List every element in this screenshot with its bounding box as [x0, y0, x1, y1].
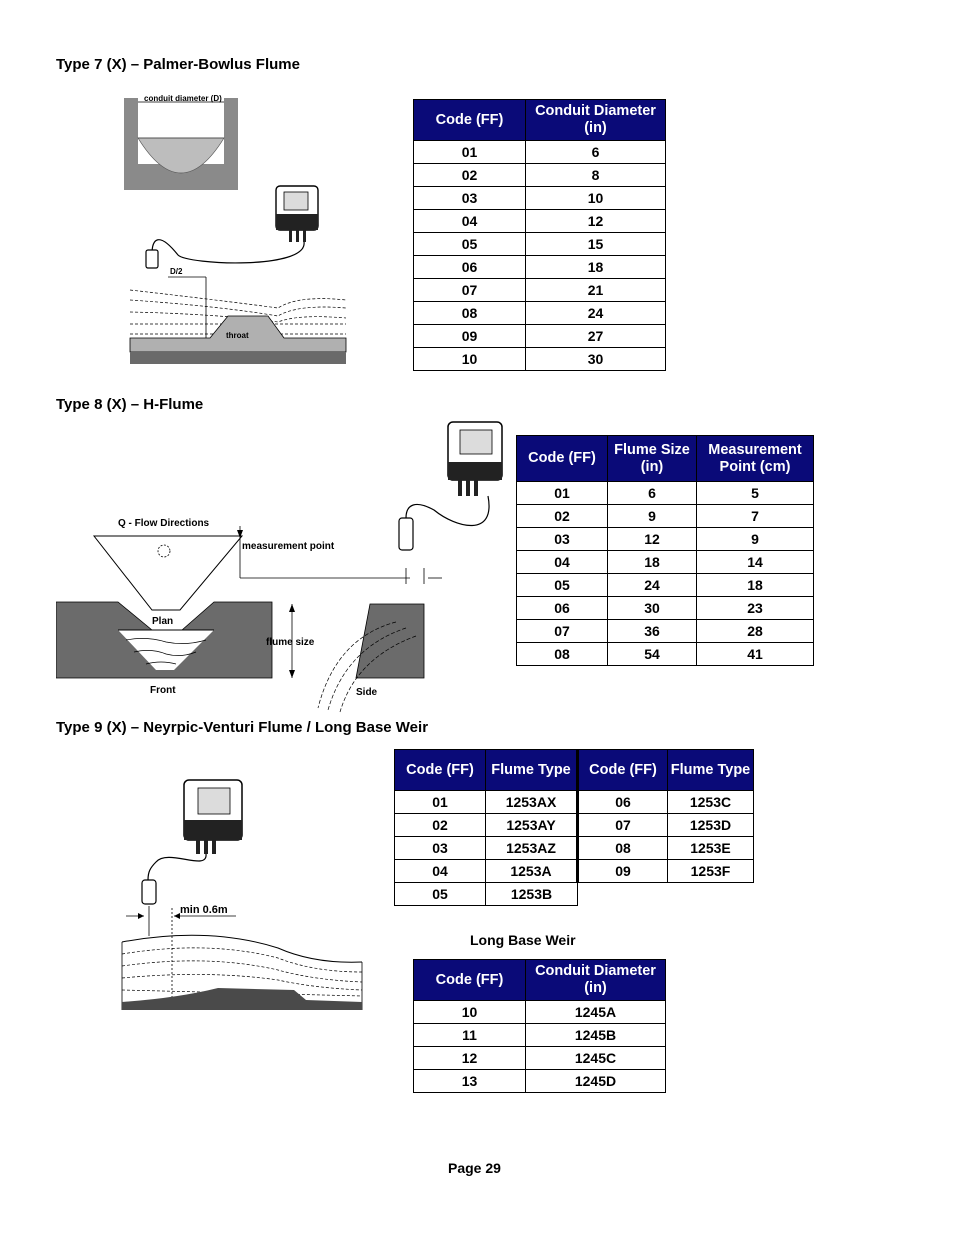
controller-device-icon [184, 780, 242, 854]
table-cell: 02 [414, 164, 526, 187]
table-row [414, 1047, 666, 1070]
table-row [414, 348, 666, 371]
table-cell: 06 [517, 597, 608, 620]
table-cell: 09 [414, 325, 526, 348]
header-flume-type-right: Flume Type [668, 750, 754, 791]
table-cell: 6 [608, 482, 697, 505]
type8-table [516, 435, 814, 666]
table-row [414, 302, 666, 325]
table-cell: 01 [517, 482, 608, 505]
table-row [414, 1001, 666, 1024]
throat-label: throat [226, 331, 249, 340]
palmer-bowlus-diagram [118, 90, 350, 368]
table-cell: 1253C [668, 791, 754, 814]
table-cell: 6 [526, 141, 666, 164]
weir-base-shape [122, 988, 362, 1010]
table-row [517, 574, 814, 597]
table-row [414, 1070, 666, 1093]
table-cell: 28 [697, 620, 814, 643]
table-row [517, 482, 814, 505]
table-cell: 23 [697, 597, 814, 620]
side-label: Side [356, 687, 378, 698]
front-label: Front [150, 685, 176, 696]
table-row [517, 643, 814, 666]
table-cell: 18 [526, 256, 666, 279]
table-cell: 02 [517, 505, 608, 528]
table-row [414, 187, 666, 210]
table-row [395, 814, 754, 837]
table-row [414, 1024, 666, 1047]
table-row [395, 837, 754, 860]
d2-label: D/2 [170, 267, 183, 276]
table-cell: 12 [526, 210, 666, 233]
table-cell [578, 883, 668, 906]
table-row [395, 791, 754, 814]
plan-label: Plan [152, 616, 174, 627]
table-row [395, 883, 754, 906]
table-row [395, 860, 754, 883]
ultrasonic-sensor-icon [146, 250, 158, 268]
type7-table [413, 99, 666, 371]
table-row [517, 551, 814, 574]
table-row [414, 164, 666, 187]
table-cell: 1253A [486, 860, 578, 883]
type9-table [394, 749, 754, 906]
table-cell: 1245D [526, 1070, 666, 1093]
type7-heading: Type 7 (X) – Palmer-Bowlus Flume [56, 56, 300, 73]
header-conduit-diameter: Conduit Diameter (in) [526, 960, 666, 1001]
h-flume-diagram [56, 418, 510, 714]
table-cell: 30 [526, 348, 666, 371]
ultrasonic-sensor-icon [399, 518, 413, 550]
long-base-weir-title: Long Base Weir [470, 932, 576, 948]
table-cell: 03 [395, 837, 486, 860]
table-cell: 03 [414, 187, 526, 210]
table-cell: 24 [608, 574, 697, 597]
table-cell [668, 883, 754, 906]
table-cell: 54 [608, 643, 697, 666]
table-cell: 01 [395, 791, 486, 814]
controller-device-icon [276, 186, 318, 242]
header-code-right: Code (FF) [578, 750, 668, 791]
page-number: Page 29 [448, 1160, 501, 1176]
type9-heading: Type 9 (X) – Neyrpic-Venturi Flume / Long Base Weir [56, 719, 429, 736]
table-row [517, 597, 814, 620]
table-row [414, 256, 666, 279]
table-cell: 10 [414, 1001, 526, 1024]
table-cell: 04 [395, 860, 486, 883]
table-cell: 09 [578, 860, 668, 883]
table-cell: 1253AZ [486, 837, 578, 860]
table-cell: 24 [526, 302, 666, 325]
table-cell: 8 [526, 164, 666, 187]
table-row [517, 528, 814, 551]
table-cell: 14 [697, 551, 814, 574]
table-cell: 18 [608, 551, 697, 574]
table-row [414, 279, 666, 302]
table-cell: 1253F [668, 860, 754, 883]
table-cell: 9 [608, 505, 697, 528]
table-row [414, 141, 666, 164]
table-cell: 08 [517, 643, 608, 666]
ultrasonic-sensor-icon [142, 880, 156, 904]
neyrpic-venturi-diagram [118, 776, 366, 1014]
table-cell: 15 [526, 233, 666, 256]
table-cell: 06 [414, 256, 526, 279]
table-cell: 1253E [668, 837, 754, 860]
table-row [517, 620, 814, 643]
table-cell: 10 [526, 187, 666, 210]
table-cell: 30 [608, 597, 697, 620]
table-cell: 13 [414, 1070, 526, 1093]
table-cell: 1253AX [486, 791, 578, 814]
table-row [414, 233, 666, 256]
table-cell: 11 [414, 1024, 526, 1047]
table-cell: 1253B [486, 883, 578, 906]
long-base-weir-table [413, 959, 666, 1093]
measurement-point-label: measurement point [242, 541, 335, 552]
header-flume-type-left: Flume Type [486, 750, 578, 791]
table-cell: 02 [395, 814, 486, 837]
table-cell: 1245B [526, 1024, 666, 1047]
header-flume-size: Flume Size (in) [608, 436, 697, 482]
type8-heading: Type 8 (X) – H-Flume [56, 396, 204, 413]
table-cell: 07 [414, 279, 526, 302]
header-code: Code (FF) [414, 100, 526, 141]
table-cell: 27 [526, 325, 666, 348]
min-distance-label: min 0.6m [180, 904, 228, 916]
table-row [517, 505, 814, 528]
table-cell: 1245C [526, 1047, 666, 1070]
table-cell: 05 [395, 883, 486, 906]
table-cell: 10 [414, 348, 526, 371]
header-code: Code (FF) [517, 436, 608, 482]
table-cell: 36 [608, 620, 697, 643]
flume-side-shape [356, 604, 424, 678]
table-cell: 05 [517, 574, 608, 597]
table-cell: 08 [414, 302, 526, 325]
table-row [414, 210, 666, 233]
table-cell: 05 [414, 233, 526, 256]
table-cell: 1253AY [486, 814, 578, 837]
table-cell: 7 [697, 505, 814, 528]
table-cell: 06 [578, 791, 668, 814]
table-cell: 08 [578, 837, 668, 860]
table-cell: 12 [608, 528, 697, 551]
table-cell: 04 [517, 551, 608, 574]
header-measurement-point: Measurement Point (cm) [697, 436, 814, 482]
table-cell: 01 [414, 141, 526, 164]
table-cell: 07 [517, 620, 608, 643]
header-code-left: Code (FF) [395, 750, 486, 791]
table-cell: 21 [526, 279, 666, 302]
table-cell: 1245A [526, 1001, 666, 1024]
flume-size-label: flume size [266, 637, 315, 648]
conduit-diameter-label: conduit diameter (D) [144, 94, 222, 103]
controller-device-icon [448, 422, 502, 496]
table-row [414, 325, 666, 348]
header-conduit-diameter: Conduit Diameter (in) [526, 100, 666, 141]
flow-directions-label: Q - Flow Directions [118, 518, 210, 529]
table-cell: 12 [414, 1047, 526, 1070]
table-cell: 03 [517, 528, 608, 551]
table-cell: 1253D [668, 814, 754, 837]
table-cell: 9 [697, 528, 814, 551]
table-cell: 07 [578, 814, 668, 837]
table-cell: 41 [697, 643, 814, 666]
table-cell: 5 [697, 482, 814, 505]
header-code: Code (FF) [414, 960, 526, 1001]
table-cell: 18 [697, 574, 814, 597]
table-cell: 04 [414, 210, 526, 233]
